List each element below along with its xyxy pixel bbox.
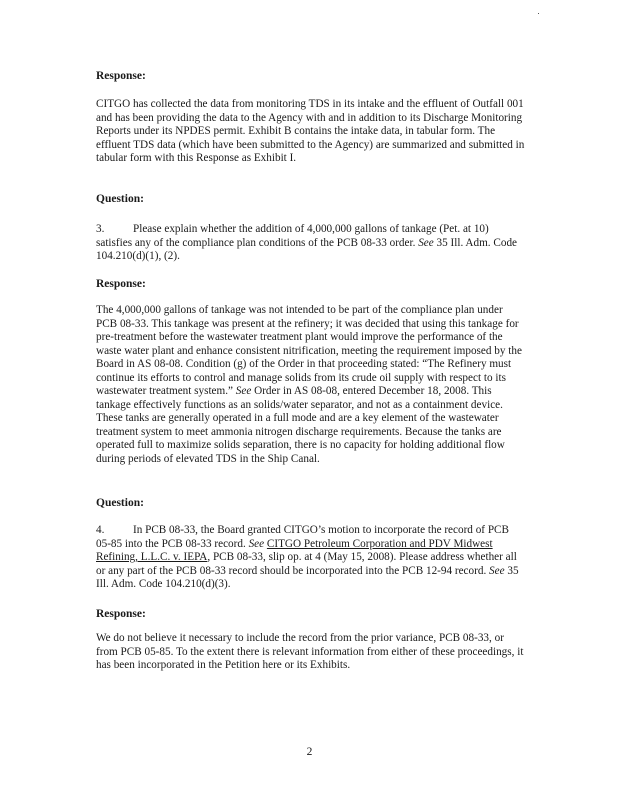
question-3-paragraph: 3. Please explain whether the addition of 4,000,000 gallons of tankage (Pet. at 10) satisfies any of the compliance plan conditions of the PCB 08-33 order. See 35 Ill. Adm. Code 104.210(d)(1), (2). [96, 223, 518, 262]
scan-speck [538, 13, 539, 14]
response-heading-1: Response: [96, 70, 146, 82]
response-paragraph-1: CITGO has collected the data from monitoring TDS in its intake and the effluent of Outfall 001 and has been providing the data to the Agency with and in addition to its Discharge Monitoring Reports under its NPDES permit. Exhibit B contains the intake data, in tabular form. The effluent TDS data (which have been submitted to the Agency) are summarized and submitted in tabular form with this Response as Exhibit I. [96, 98, 525, 164]
response-heading-3: Response: [96, 608, 146, 620]
question-heading-3: Question: [96, 193, 144, 205]
question-number: 4. [96, 524, 105, 536]
page-number: 2 [306, 746, 313, 758]
question-number: 3. [96, 223, 105, 235]
question-4-paragraph: 4. In PCB 08-33, the Board granted CITGO’s motion to incorporate the record of PCB 05-85 into the PCB 08-33 record. See CITGO Petroleum Corporation and PDV Midwest Refining, L.L.C. v. IEPA, PCB 08-33, slip op. at 4 (May 15, 2008). Please address whether all or any part of the PCB 08-33 record should be incorporated into the PCB 12-94 record. See 35 Ill. Adm. Code 104.210(d)(3). [96, 524, 519, 590]
question-heading-4: Question: [96, 497, 144, 509]
response-paragraph-3: We do not believe it necessary to include the record from the prior variance, PCB 08-33, or from PCB 05-85. To the extent there is relevant information from either of these proceedings, it has been incorporated in the Petition here or its Exhibits. [96, 632, 524, 671]
response-paragraph-2: The 4,000,000 gallons of tankage was not intended to be part of the compliance plan under PCB 08-33. This tankage was present at the refinery; it was decided that using this tankage for pre-treatment before the wastewater treatment plant would improve the performance of the waste water plant and enhance consistent nitrification, meeting the requirement imposed by the Board in AS 08-08. Condition (g) of the Order in that proceeding stated: “The Refinery must continue its efforts to control and manage solids from its crude oil supply with respect to its wastewater treatment system.” See Order in AS 08-08, entered December 18, 2008. This tankage effectively functions as an solids/water separator, and not as a containment device. These tanks are generally operated in a full mode and are a key element of the wastewater treatment system to meet ammonia nitrogen discharge requirements. Because the tanks are operated full to maximize solids separation, there is no capacity for holding additional flow during periods of elevated TDS in the Ship Canal. [96, 304, 522, 465]
response-heading-2: Response: [96, 278, 146, 290]
case-citation: CITGO Petroleum Corporation and PDV Midwest Refining, L.L.C. v. IEPA [96, 537, 493, 563]
